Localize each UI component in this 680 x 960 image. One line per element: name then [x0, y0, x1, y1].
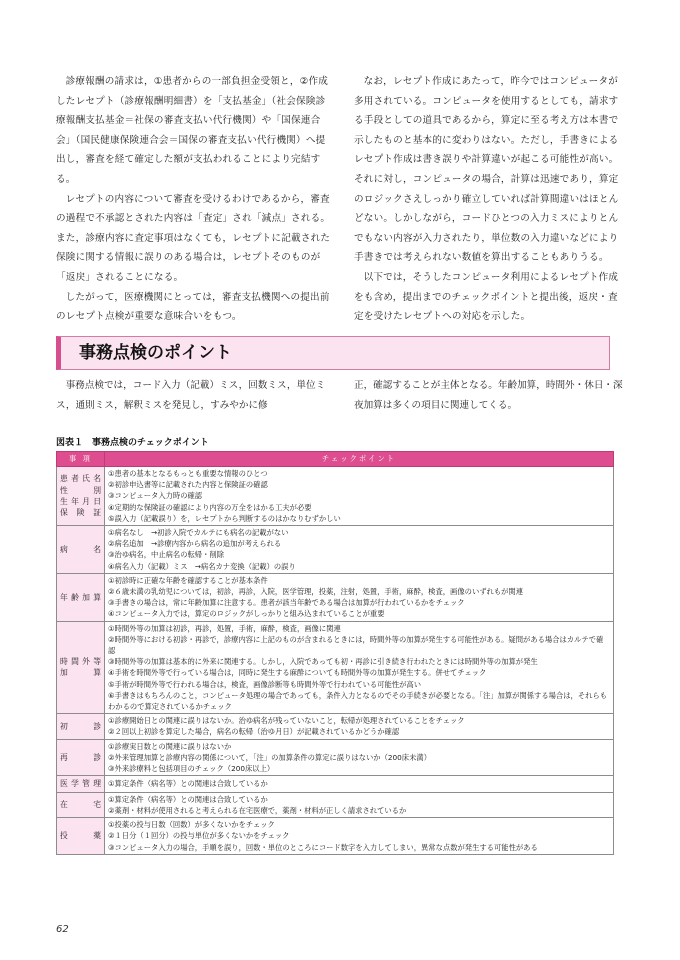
section-left-text [56, 376, 332, 415]
row-points [105, 776, 614, 792]
section-title: 事務点検のポイント [79, 343, 232, 363]
checkpoint-item: ②初診申込書等に記載された内容と保険証の確認 [108, 480, 268, 490]
checkpoint-item: ⑥手書きはもちろんのこと，コンピュータ処理の場合であっても，条件入力となるのでその手続きが必要となる。「注」加算が関係する場合は，それらもわかるので算定されているかチェック [108, 690, 608, 712]
checkpoint-item: ①初診時に正確な年齢を確認することが基本条件 [108, 575, 268, 585]
row-item-label: 加 算 [60, 668, 101, 678]
figure-caption: 図表１ 事務点検のチェックポイント [56, 438, 209, 448]
row-item-label: 在 宅 [60, 800, 101, 810]
intro-left-column [56, 72, 332, 327]
table-row [57, 818, 614, 855]
checkpoint-item: ②病名追加 →診療内容から病名の追加が考えられる [108, 539, 282, 549]
table-row [57, 573, 614, 621]
table-row [57, 526, 614, 574]
section-right-text [354, 376, 626, 415]
checkpoint-table [56, 451, 614, 855]
row-item-label: 再 診 [60, 752, 101, 762]
row-item [57, 621, 105, 714]
header-points: チェックポイント [105, 452, 614, 467]
row-item-label: 年齢加算 [60, 592, 101, 602]
row-item [57, 467, 105, 526]
intro-paragraph: レセプトの内容について審査を受けるわけであるから，審査の過程で不承認とされた内容は「査定」され「減点」される。また，診療内容に査定事項はなくても，レセプトに記載された保険に関する情報に誤りのある場合は，レセプトそのものが「返戻」されることになる。 [56, 193, 331, 283]
table-body [57, 467, 614, 855]
checkpoint-item: ②６歳未満の乳幼児については，初診，再診，入院，医学管理，投薬，注射，処置，手術，麻酔，検査，画像のいずれもが関連 [108, 587, 524, 597]
table-row [57, 739, 614, 776]
section-header [56, 336, 610, 370]
header-item: 事 項 [57, 452, 105, 467]
table-row [57, 714, 614, 739]
row-item [57, 714, 105, 739]
checkpoint-item: ②外来管理加算と診療内容の関係について，「注」の加算条件の算定に誤りはないか（200床未満） [108, 752, 431, 762]
row-item [57, 739, 105, 776]
checkpoint-item: ②１日分（１回分）の投与単位が多くないかをチェック [108, 831, 290, 841]
checkpoint-item: ③コンピュータ入力の場合，手順を誤り，回数・単位のところにコード数字を入力してしまい，異常な点数が発生する可能性がある [108, 842, 538, 852]
row-item [57, 776, 105, 792]
checkpoint-item: ①診療開始日との関連に誤りはないか。治ゆ病名が残っていないこと，転帰が処理されていることをチェック [108, 716, 465, 726]
table-header-row [57, 452, 614, 467]
checkpoint-item: ①算定条件（病名等）との関連は合致しているか [108, 779, 268, 789]
row-item-label: 患者氏名 [60, 474, 101, 484]
intro-paragraph: なお，レセプト作成にあたって，昨今ではコンピュータが多用されている。コンピュータを使用するとしても，請求する手段としての道具であるから，算定に至る考え方は本書で示したものと基本的に変わりはない。ただし，手書きによるレセプト作成は書き誤りや計算違いが起こる可能性が高い。それに対し，コンピュータの場合，計算は迅速であり，算定のロジックさえしっかり確立していれば計算間違いはほとんどない。しかしながら，コードひとつの入力ミスによりとんでもない内容が入力されたり，単位数の入力違いなどにより手書きでは考えられない数値を算出することもありうる。 [354, 76, 619, 264]
row-item [57, 573, 105, 621]
checkpoint-item: ②薬剤・材料が使用されると考えられる在宅医療で，薬剤・材料が正しく請求されているか [108, 805, 407, 815]
row-item [57, 818, 105, 855]
row-points [105, 573, 614, 621]
checkpoint-item: ④コンピュータ入力では，算定のロジックがしっかりと組み込まれていることが重要 [108, 609, 385, 619]
row-item [57, 792, 105, 817]
intro-paragraph: 以下では，そうしたコンピュータ利用によるレセプト作成をも含め，提出までのチェックポイントと提出後，返戻・査定を受けたレセプトへの対応を示した。 [354, 271, 619, 323]
row-item-label: 医学管理 [60, 779, 101, 789]
intro-right-column [354, 72, 626, 327]
checkpoint-item: ③手書きの場合は，常に年齢加算に注意する。患者が該当年齢である場合は加算が行われているかをチェック [108, 598, 465, 608]
row-points [105, 818, 614, 855]
intro-paragraph: したがって，医療機関にとっては，審査支払機関への提出前のレセプト点検が重要な意味合いをもつ。 [56, 291, 330, 323]
row-points [105, 467, 614, 526]
row-item-label: 保険証 [60, 508, 101, 518]
checkpoint-item: ①算定条件（病名等）との関連は合致しているか [108, 794, 268, 804]
section-paragraph: 正，確認することが主体となる。年齢加算，時間外・休日・深夜加算は多くの項目に関連してくる。 [354, 380, 623, 411]
checkpoint-item: ⑤誤入力（記載誤り）を，レセプトから判断するのはかなりむずかしい [108, 513, 341, 523]
checkpoint-item: ④手術を時間外等で行っている場合は，同時に発生する麻酔についても時間外等の加算が発生する。併せてチェック [108, 668, 487, 678]
page-number: 62 [56, 924, 69, 935]
row-points [105, 792, 614, 817]
checkpoint-item: ①時間外等の加算は初診，再診，処置，手術，麻酔，検査，画像に関連 [108, 623, 341, 633]
checkpoint-item: ③時間外等の加算は基本的に外来に関連する。しかし，入院であっても初・再診に引き続き行われたときには時間外等の加算が発生 [108, 657, 538, 667]
row-points [105, 621, 614, 714]
row-points [105, 714, 614, 739]
table-row [57, 792, 614, 817]
checkpoint-item: ②時間外等における初診・再診で，診療内容に上記のものが含まれるときには，時間外等の加算が発生する可能性がある。疑問がある場合はカルテで確認 [108, 634, 604, 656]
row-item-label: 初 診 [60, 721, 101, 731]
row-points [105, 526, 614, 574]
checkpoint-item: ①投薬の投与日数（回数）が多くないかをチェック [108, 820, 275, 830]
row-item-label: 性別 [60, 485, 101, 495]
checkpoint-item: ⑤手術が時間外等で行われる場合は，検査，画像診断等も時間外等で行われている可能性が高い [108, 679, 422, 689]
checkpoint-item: ②２回以上初診を算定した場合，病名の転帰（治ゆ月日）が記載されているかどうか確認 [108, 727, 400, 737]
row-item-label: 投 薬 [60, 831, 101, 841]
table-row [57, 621, 614, 714]
checkpoint-item: ①患者の基本となるもっとも重要な情報のひとつ [108, 469, 268, 478]
row-item [57, 526, 105, 574]
checkpoint-item: ③コンピュータ入力時の確認 [108, 491, 203, 501]
row-item-label: 時間外等 [60, 657, 101, 667]
checkpoint-item: ③治ゆ病名，中止病名の転帰・削除 [108, 550, 224, 560]
checkpoint-item: ③外来診療料と包括項目のチェック（200床以上） [108, 764, 275, 774]
checkpoint-item: ④定期的な保険証の確認により内容の万全をはかる工夫が必要 [108, 502, 312, 512]
row-points [105, 739, 614, 776]
section-paragraph: 事務点検では，コード入力（記載）ミス，回数ミス，単位ミス，通則ミス，解釈ミスを発見し，すみやかに修 [56, 380, 326, 411]
row-item-label: 病 名 [60, 544, 101, 554]
checkpoint-item: ①診療実日数との関連に誤りはないか [108, 741, 232, 751]
checkpoint-item: ①病名なし →初診入院でカルテにも病名の記載がない [108, 528, 289, 538]
table-row [57, 776, 614, 792]
checkpoint-item: ④病名入力（記載）ミス →病名カナ変換（記載）の誤り [108, 561, 296, 571]
row-item-label: 生年月日 [60, 497, 101, 506]
intro-paragraph: 診療報酬の請求は，①患者からの一部負担金受領と，②作成したレセプト（診療報酬明細書）を「支払基金」（社会保険診療報酬支払基金＝社保の審査支払い代行機関）や「国保連合会」（国民健康保険連合会＝国保の審査支払い代行機関）へ提出し，審査を経て確定した額が支払われることにより完結する。 [56, 76, 329, 185]
table-row [57, 467, 614, 526]
